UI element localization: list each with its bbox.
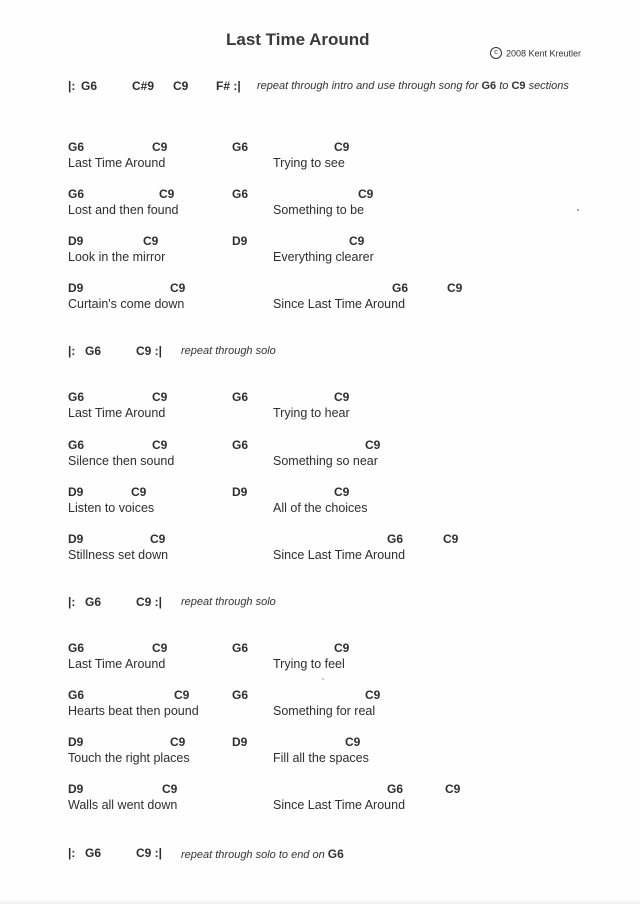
lyric-line: Walls all went down — [68, 798, 178, 812]
chord: D9 — [232, 735, 248, 749]
chord: C9 — [143, 234, 159, 248]
chord: C9 :| — [136, 846, 163, 860]
intro-note-text: repeat through intro and use through song for — [257, 80, 479, 92]
chord: C9 — [334, 390, 350, 404]
lyric-line: Look in the mirror — [68, 250, 166, 264]
ending-note — [181, 847, 344, 861]
chord: G6 — [232, 187, 249, 201]
chord: C9 — [152, 641, 168, 655]
lyric-line: Hearts beat then pound — [68, 704, 199, 718]
intro-chord-4: F# :| — [216, 79, 241, 93]
intro-note-end: sections — [528, 80, 569, 92]
chord: C9 — [159, 187, 175, 201]
lyric-line: Curtain's come down — [68, 297, 185, 311]
lyric-line: Lost and then found — [68, 203, 179, 217]
lyric-line: Silence then sound — [68, 454, 175, 468]
chord: C9 — [170, 735, 186, 749]
lyric-line: All of the choices — [273, 501, 368, 515]
chord: G6 — [232, 438, 249, 452]
chord: G6 — [68, 140, 85, 154]
chord: G6 — [387, 532, 404, 546]
scan-speck — [577, 209, 579, 211]
chord: C9 — [443, 532, 459, 546]
lyric-line: Touch the right places — [68, 751, 190, 765]
chord: C9 — [150, 532, 166, 546]
copyright-symbol-icon: c — [490, 47, 502, 59]
lyric-line: Since Last Time Around — [273, 798, 406, 812]
lyric-line: Last Time Around — [68, 406, 166, 420]
lyric-line: Stillness set down — [68, 548, 169, 562]
chord: G6 — [68, 187, 85, 201]
chord: C9 — [131, 485, 147, 499]
chord: D9 — [68, 532, 84, 546]
chord: C9 — [365, 688, 381, 702]
chord: C9 — [152, 140, 168, 154]
chord: C9 — [349, 234, 365, 248]
lyric-line: Since Last Time Around — [273, 297, 406, 311]
intro-repeat-open: |: — [68, 79, 76, 93]
lyric-line: Last Time Around — [68, 156, 166, 170]
chord: G6 — [85, 595, 102, 609]
lyric-line: Something so near — [273, 454, 378, 468]
copyright-notice — [490, 48, 581, 60]
chord: D9 — [232, 234, 248, 248]
chord: D9 — [68, 281, 84, 295]
chord: C9 :| — [136, 344, 163, 358]
lyric-line: Trying to feel — [273, 657, 345, 671]
chord: C9 — [334, 641, 350, 655]
solo-note: repeat through solo — [181, 596, 276, 608]
chord: D9 — [68, 234, 84, 248]
chord: C9 — [162, 782, 178, 796]
chord: G6 — [68, 390, 85, 404]
lyric-line: Since Last Time Around — [273, 548, 406, 562]
solo-note: repeat through solo — [181, 345, 276, 357]
chord: C9 — [358, 187, 374, 201]
intro-chord-2: C#9 — [132, 79, 155, 93]
page-bottom-edge — [0, 900, 640, 904]
lyric-line: Last Time Around — [68, 657, 166, 671]
chord: C9 — [152, 390, 168, 404]
chord: D9 — [68, 485, 84, 499]
intro-note-from-chord: G6 — [481, 80, 497, 92]
chord: C9 — [152, 438, 168, 452]
chord: C9 — [447, 281, 463, 295]
chord: G6 — [392, 281, 409, 295]
scan-speck — [322, 678, 324, 680]
chord: C9 — [334, 140, 350, 154]
copyright-text: 2008 Kent Kreutler — [506, 48, 582, 59]
lyric-line: Something to be — [273, 203, 365, 217]
intro-note-to-word: to — [499, 80, 509, 92]
ending-final-chord: G6 — [327, 847, 344, 861]
solo-repeat-open: |: — [68, 344, 76, 358]
chord: C9 — [334, 485, 350, 499]
chord: C9 — [365, 438, 381, 452]
intro-chord-3: C9 — [173, 79, 189, 93]
chord: G6 — [85, 344, 102, 358]
chord: G6 — [232, 641, 249, 655]
chord: C9 — [170, 281, 186, 295]
chord: G6 — [68, 438, 85, 452]
lyric-line: Something for real — [273, 704, 376, 718]
lyric-line: Listen to voices — [68, 501, 155, 515]
intro-note — [257, 80, 569, 92]
chord: C9 — [174, 688, 190, 702]
song-title: Last Time Around — [226, 30, 370, 49]
solo-repeat-open: |: — [68, 595, 76, 609]
chord: C9 — [345, 735, 361, 749]
ending-note-text: repeat through solo to end on — [181, 849, 325, 861]
lyric-line: Fill all the spaces — [273, 751, 369, 765]
chord: G6 — [232, 390, 249, 404]
chord: G6 — [232, 688, 249, 702]
chord: G6 — [68, 641, 85, 655]
intro-chord-1: G6 — [81, 79, 98, 93]
chord: D9 — [232, 485, 248, 499]
chord: G6 — [387, 782, 404, 796]
chord: G6 — [85, 846, 102, 860]
ending-repeat-open: |: — [68, 846, 76, 860]
chord: G6 — [232, 140, 249, 154]
chord: D9 — [68, 782, 84, 796]
chord: D9 — [68, 735, 84, 749]
lyric-line: Trying to hear — [273, 406, 350, 420]
chord: C9 :| — [136, 595, 163, 609]
chord: C9 — [445, 782, 461, 796]
chord: G6 — [68, 688, 85, 702]
lyric-line: Everything clearer — [273, 250, 374, 264]
intro-note-to-chord: C9 — [511, 80, 526, 92]
lyric-line: Trying to see — [273, 156, 345, 170]
